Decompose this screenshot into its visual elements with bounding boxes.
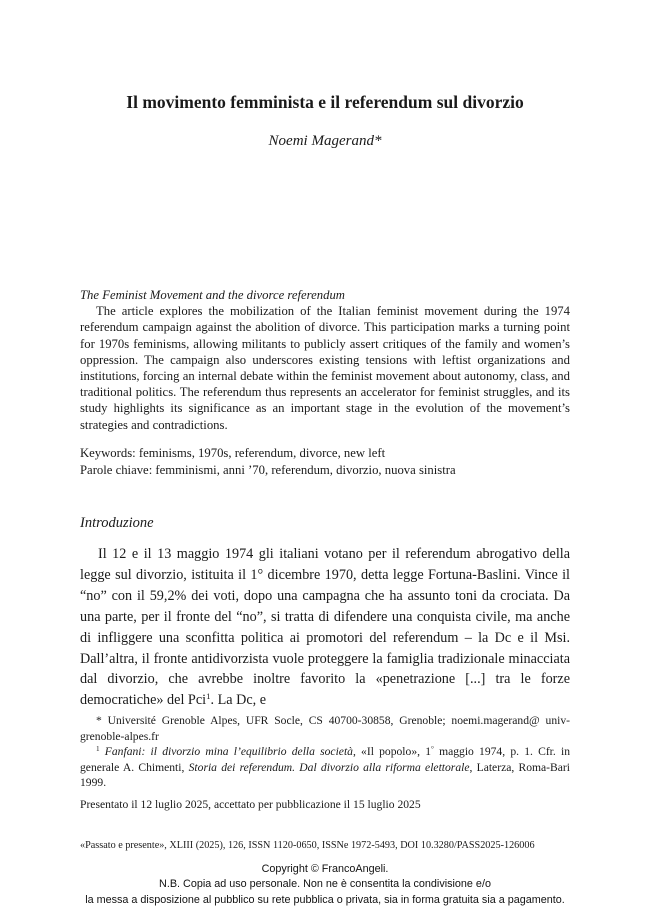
affiliation-footnote: * Université Grenoble Alpes, UFR Socle, CS 40700-30858, Grenoble; noemi.magerand@ univ-grenoble-alpes.fr [80,714,570,743]
body-text-part1: Il 12 e il 13 maggio 1974 gli italiani votano per il referendum abrogativo della legge sul divorzio, istituita il 1° dicembre 1970, detta legge Fortuna-Baslini. Vince il “no” con il 59,2% dei voti, dopo una campagna che ha assunto toni da crociata. Da una parte, per il fronte del “no”, si tratta di difendere una conquista civile, ma anche di infliggere una sconfitta politica ai promotori del referendum – la Dc e il Msi. Dall’altra, il fronte antidivorzista vuole proteggere la famiglia tradizionale minacciata dal divorzio, che avrebbe inoltre favorito la «penetrazione [...] tra le forze democratiche» del Pci [80,546,570,709]
journal-reference: «Passato e presente», XLIII (2025), 126, ISSN 1120-0650, ISSNe 1972-5493, DOI 10.3280/PASS2025-126006 [80,840,535,851]
abstract-title: The Feminist Movement and the divorce referendum [80,288,345,302]
copyright-notice [0,862,650,908]
footnote-reference: 1 [206,691,211,702]
footnote-1-degree: ° [431,745,434,754]
keywords-english: Keywords: feminisms, 1970s, referendum, divorce, new left [80,446,386,460]
footnote-1-text-c: , Laterza, Roma-Bari 1999. [80,760,570,789]
copyright-line-2: N.B. Copia ad uso personale. Non ne è consentita la condivisione e/o [159,878,491,891]
keywords-italian: Parole chiave: femminismi, anni ’70, referendum, divorzio, nuova sinistra [80,463,456,477]
copyright-line-1: Copyright © FrancoAngeli. [261,863,389,875]
section-heading: Introduzione [80,515,154,531]
body-text-part2: . La Dc, e [210,692,267,709]
keywords-block [80,445,570,479]
footnote-1-text-a: , «Il popolo», 1 [352,745,432,758]
abstract-block [80,287,570,433]
submission-dates: Presentato il 12 luglio 2025, accettato per pubblicazione il 15 luglio 2025 [80,798,421,811]
footnote-1-text-b: maggio 1974, p. 1. Cfr. in generale A. Chimenti, [80,745,571,774]
footnote-1-book-title: Storia dei referendum. Dal divorzio alla riforma elettorale [188,760,470,774]
footnote-1-article-title: Fanfani: il divorzio mina l’equilibrio della società [104,745,353,758]
article-author: Noemi Magerand* [268,133,382,149]
article-title: Il movimento femminista e il referendum sul divorzio [126,92,524,112]
body-paragraph [80,544,570,711]
abstract-text: The article explores the mobilization of the Italian feminist movement during the 1974 referendum campaign against the abolition of divorce. This participation marks a turning point for 1970s feminisms, allowing militants to publicly assert critiques of the family and women’s oppression. The campaign also underscores existing tensions with leftist organizations and institutions, forcing an internal debate within the feminist movement about autonomy, class, and traditional politics. The referendum thus represents an accelerator for feminist struggles, and its study highlights its significance as an important stage in the evolution of the movement’s strategies and contradictions. [80,304,570,432]
copyright-line-3: la messa a disposizione al pubblico su rete pubblica o privata, sia in forma gratuita sia a pagamento. [85,893,565,906]
footnote-1 [80,744,570,791]
footnote-1-marker: 1 [96,745,100,754]
